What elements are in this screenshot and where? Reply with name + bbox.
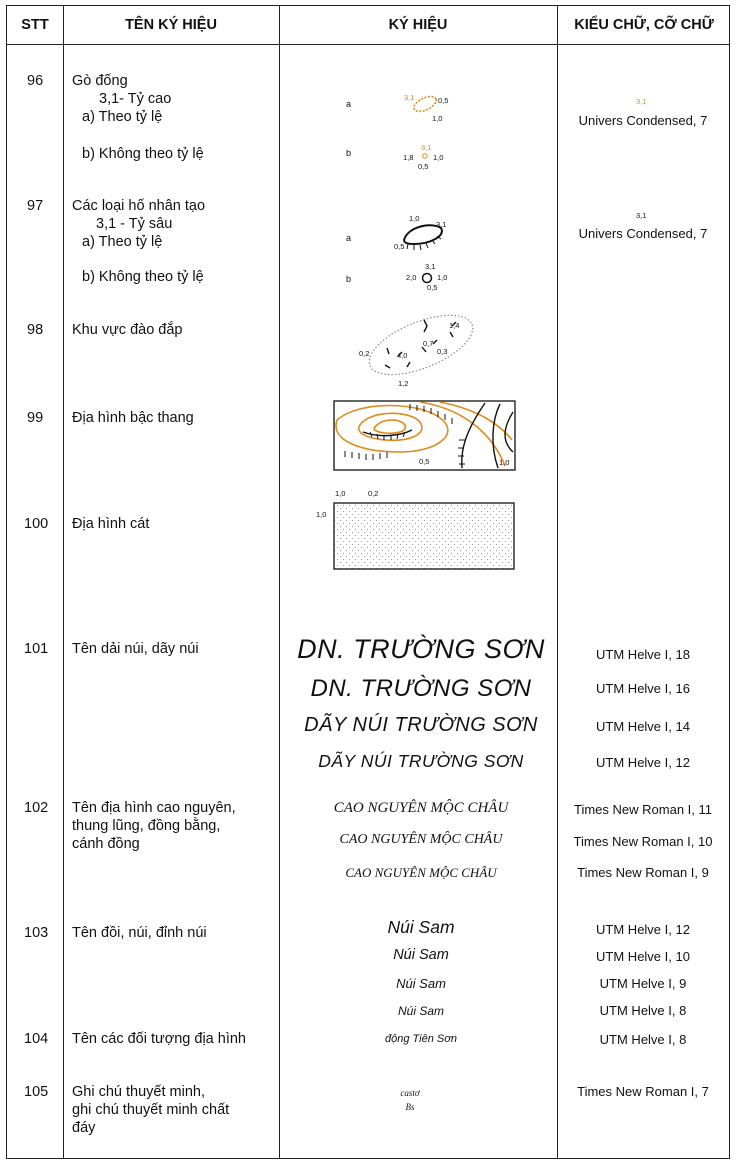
dim-label: 0,5 bbox=[438, 96, 449, 105]
dim-label: 1,0 bbox=[499, 458, 510, 467]
symbol-name: cánh đồng bbox=[72, 836, 140, 852]
dim-label: 0,7 bbox=[423, 339, 434, 348]
font-spec: Univers Condensed, 7 bbox=[578, 226, 708, 241]
row-number: 102 bbox=[24, 800, 49, 816]
symbol-name: đáy bbox=[72, 1120, 96, 1136]
variant-a-label: a bbox=[346, 233, 352, 243]
text-sample: CAO NGUYÊN MỘC CHÂU bbox=[339, 832, 503, 847]
dim-label: 1,0 bbox=[409, 214, 420, 223]
variant-b-label: b bbox=[346, 148, 352, 158]
font-sample: 3,1 bbox=[636, 97, 647, 106]
text-sample: động Tiên Sơn bbox=[385, 1033, 457, 1045]
dim-label: 1,2 bbox=[398, 379, 409, 388]
dim-label: 1,0 bbox=[316, 510, 327, 519]
font-spec: UTM Helve I, 16 bbox=[596, 681, 690, 696]
symbol-name-note: 3,1- Tỷ cao bbox=[99, 91, 172, 107]
row-number: 97 bbox=[27, 198, 44, 214]
dim-label: 1,0 bbox=[437, 273, 448, 282]
symbol-name-note: 3,1 - Tỷ sâu bbox=[96, 216, 173, 232]
symbol-name-variant-a: a) Theo tỷ lệ bbox=[82, 234, 163, 250]
header-stt: STT bbox=[21, 17, 49, 33]
text-sample: castơ bbox=[400, 1088, 420, 1098]
dim-label: 4,0 bbox=[397, 351, 408, 360]
dim-label: 2,0 bbox=[406, 273, 417, 282]
text-sample: DN. TRƯỜNG SƠN bbox=[297, 634, 545, 664]
dim-label: 0,5 bbox=[427, 283, 438, 292]
dim-label: 3,1 bbox=[421, 143, 432, 152]
font-spec: UTM Helve I, 12 bbox=[596, 922, 690, 937]
text-sample: DN. TRƯỜNG SƠN bbox=[310, 675, 532, 702]
dim-label: 3,1 bbox=[436, 220, 447, 229]
header-symbol: KÝ HIỆU bbox=[388, 17, 448, 33]
dim-label: 0,5 bbox=[394, 242, 405, 251]
symbol-name: Tên dải núi, dãy núi bbox=[72, 641, 199, 657]
variant-a-label: a bbox=[346, 99, 352, 109]
symbol-name-variant-b: b) Không theo tỷ lệ bbox=[82, 146, 204, 162]
font-spec: UTM Helve I, 10 bbox=[596, 949, 690, 964]
symbol-name: thung lũng, đồng bằng, bbox=[72, 818, 221, 834]
symbol-name: Tên đồi, núi, đỉnh núi bbox=[72, 925, 207, 941]
text-sample: Núi Sam bbox=[387, 917, 455, 937]
font-spec: UTM Helve I, 8 bbox=[599, 1003, 687, 1018]
font-spec: UTM Helve I, 9 bbox=[599, 976, 687, 991]
font-spec: UTM Helve I, 8 bbox=[599, 1032, 687, 1047]
header-font: KIỂU CHỮ, CỠ CHỮ bbox=[574, 17, 714, 33]
row-number: 101 bbox=[24, 641, 49, 657]
font-spec: UTM Helve I, 12 bbox=[596, 755, 690, 770]
text-sample: Núi Sam bbox=[396, 976, 446, 991]
symbol-name: Địa hình cát bbox=[72, 516, 150, 532]
dim-label: 0,2 bbox=[359, 349, 370, 358]
text-sample: Núi Sam bbox=[397, 1004, 444, 1018]
text-sample: DÃY NÚI TRƯỜNG SƠN bbox=[304, 714, 538, 736]
font-spec: UTM Helve I, 18 bbox=[596, 647, 690, 662]
symbol-name: Địa hình bậc thang bbox=[72, 410, 194, 426]
dim-label: 1,4 bbox=[449, 321, 460, 330]
symbol-name: Tên các đối tượng địa hình bbox=[72, 1031, 246, 1047]
dim-label: 1,0 bbox=[335, 489, 346, 498]
row-number: 105 bbox=[24, 1084, 49, 1100]
symbol-name: Ghi chú thuyết minh, bbox=[72, 1084, 205, 1100]
font-spec: UTM Helve I, 14 bbox=[596, 719, 690, 734]
dim-label: 0,3 bbox=[437, 347, 448, 356]
dim-label: 0,5 bbox=[418, 162, 429, 171]
row-number: 96 bbox=[27, 73, 44, 89]
row-number: 103 bbox=[24, 925, 49, 941]
dim-label: 0,5 bbox=[419, 457, 430, 466]
dim-label: 0,2 bbox=[368, 489, 379, 498]
font-spec: Times New Roman I, 10 bbox=[573, 834, 713, 849]
text-sample: CAO NGUYÊN MỘC CHÂU bbox=[345, 865, 497, 880]
dim-label: 1,0 bbox=[432, 114, 443, 123]
dim-label: 1,8 bbox=[403, 153, 414, 162]
variant-b-label: b bbox=[346, 274, 352, 284]
text-sample: CAO NGUYÊN MỘC CHÂU bbox=[333, 800, 509, 816]
font-spec: Univers Condensed, 7 bbox=[578, 113, 708, 128]
text-sample: Núi Sam bbox=[393, 947, 449, 963]
text-sample: DÃY NÚI TRƯỜNG SƠN bbox=[318, 751, 524, 771]
dim-label: 1,0 bbox=[433, 153, 444, 162]
symbol-name: ghi chú thuyết minh chất bbox=[72, 1102, 230, 1118]
dim-label: 3,1 bbox=[404, 93, 415, 102]
symbol-name: Gò đống bbox=[72, 73, 128, 89]
font-spec: Times New Roman I, 11 bbox=[574, 802, 712, 817]
row-number: 100 bbox=[24, 516, 49, 532]
dim-label: 3,1 bbox=[425, 262, 436, 271]
row-number: 98 bbox=[27, 322, 44, 338]
text-sample: Bs bbox=[405, 1102, 415, 1112]
symbol-name: Tên địa hình cao nguyên, bbox=[72, 800, 236, 816]
font-spec: Times New Roman I, 7 bbox=[577, 1084, 709, 1099]
symbol-name-variant-a: a) Theo tỷ lệ bbox=[82, 109, 163, 125]
header-name: TÊN KÝ HIỆU bbox=[125, 17, 217, 33]
font-sample: 3,1 bbox=[636, 211, 647, 220]
row-number: 99 bbox=[27, 410, 44, 426]
symbol-name: Khu vực đào đắp bbox=[72, 322, 183, 338]
font-spec: Times New Roman I, 9 bbox=[577, 865, 709, 880]
row-number: 104 bbox=[24, 1031, 49, 1047]
symbol-name-variant-b: b) Không theo tỷ lệ bbox=[82, 269, 204, 285]
symbol-name: Các loại hố nhân tạo bbox=[72, 198, 206, 214]
